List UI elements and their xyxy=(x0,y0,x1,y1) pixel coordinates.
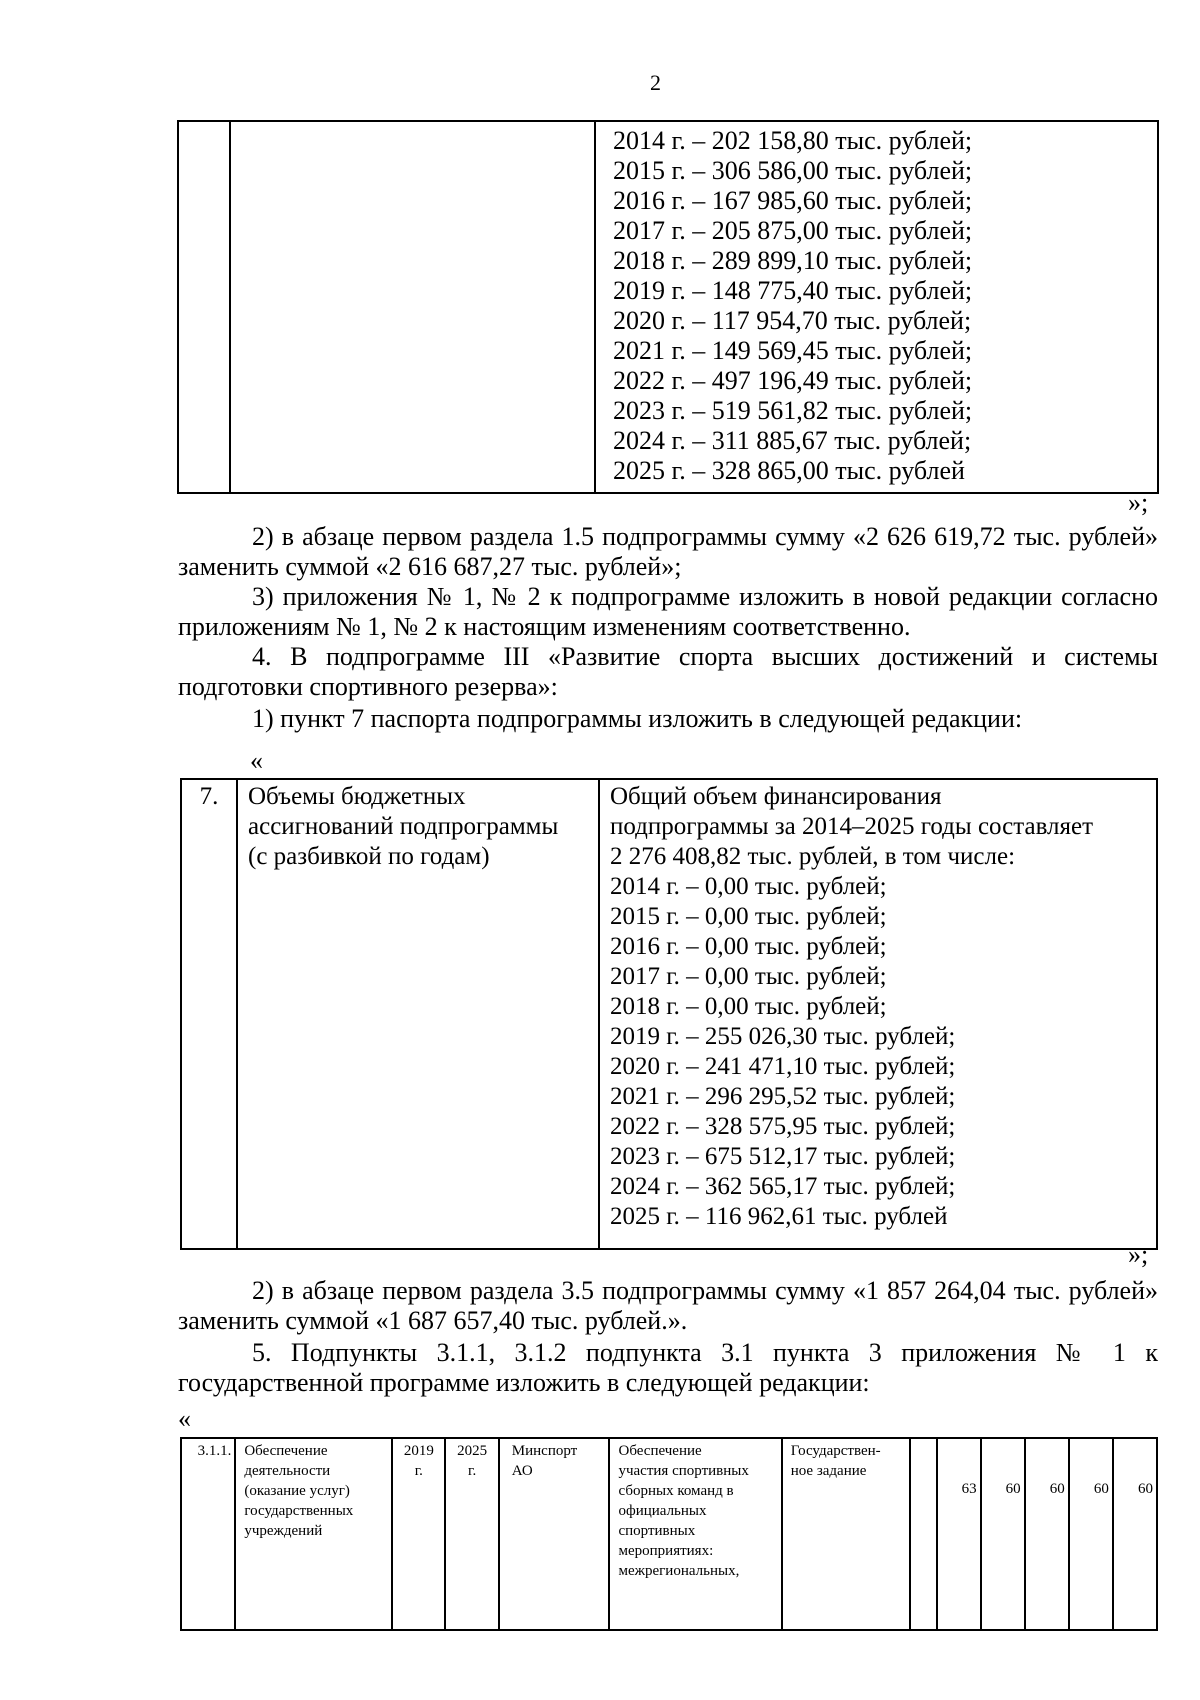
table1-label-cell xyxy=(230,121,595,493)
table3-result-cell xyxy=(609,1438,781,1630)
table3-result-line: межрегиональных, xyxy=(618,1563,740,1579)
table3-result-line: спортивных xyxy=(618,1523,696,1539)
table1-line: 2018 г. – 289 899,10 тыс. рублей; xyxy=(613,246,973,275)
page-number: 2 xyxy=(650,70,661,95)
table2-line: 2021 г. – 296 295,52 тыс. рублей; xyxy=(610,1083,956,1110)
table3-result-line: Обеспечение xyxy=(618,1443,702,1459)
paragraph-3-appendices: 3) приложения № 1, № 2 к подпрограмме изложить в новой редакции согласно приложениям № 1, № 2 к настоящим изменениям соответственно. xyxy=(178,582,1158,641)
table1-line: 2021 г. – 149 569,45 тыс. рублей; xyxy=(613,336,973,365)
table2-line: 2018 г. – 0,00 тыс. рублей; xyxy=(610,993,887,1020)
paragraph-2-section-3-5: 2) в абзаце первом раздела 3.5 подпрограммы сумму «1 857 264,04 тыс. рублей» заменить суммой «1 687 657,40 тыс. рублей.». xyxy=(178,1276,1158,1335)
table3-indicator-line: ное задание xyxy=(790,1463,867,1479)
table2-line: 2024 г. – 362 565,17 тыс. рублей; xyxy=(610,1173,956,1200)
table1-line: 2019 г. – 148 775,40 тыс. рублей; xyxy=(613,276,973,305)
table1-line: 2016 г. – 167 985,60 тыс. рублей; xyxy=(613,186,973,215)
table3-name-cell xyxy=(235,1438,392,1630)
subprogram-iii-budget-table xyxy=(180,778,1158,1250)
table3-start-line: 2019 xyxy=(403,1443,434,1459)
table2-line: 2020 г. – 241 471,10 тыс. рублей; xyxy=(610,1053,956,1080)
table2-line: 2 276 408,82 тыс. рублей, в том числе: xyxy=(610,843,1016,870)
table1-line: 2023 г. – 519 561,82 тыс. рублей; xyxy=(613,396,973,425)
paragraph-2-section-1-5: 2) в абзаце первом раздела 1.5 подпрограммы сумму «2 626 619,72 тыс. рублей» заменить суммой «2 616 687,27 тыс. рублей»; xyxy=(178,522,1158,581)
table2-line: 2022 г. – 328 575,95 тыс. рублей; xyxy=(610,1113,956,1140)
table2-label-line: (с разбивкой по годам) xyxy=(248,843,490,870)
budget-table-continued xyxy=(177,120,1159,494)
table1-closing-quote: »; xyxy=(1128,488,1149,517)
table2-line: 2017 г. – 0,00 тыс. рублей; xyxy=(610,963,887,990)
table3-opening-quote: « xyxy=(178,1404,191,1433)
state-program-appendix-table xyxy=(180,1437,1158,1631)
table3-name-line: учреждений xyxy=(244,1523,323,1539)
table1-line: 2014 г. – 202 158,80 тыс. рублей; xyxy=(613,126,973,155)
table3-result-line: сборных команд в xyxy=(618,1483,734,1499)
table2-label-line: ассигнований подпрограммы xyxy=(248,813,559,840)
table2-line: 2016 г. – 0,00 тыс. рублей; xyxy=(610,933,887,960)
table2-line: подпрограммы за 2014–2025 годы составляет xyxy=(610,813,1094,840)
table1-line: 2015 г. – 306 586,00 тыс. рублей; xyxy=(613,156,973,185)
table3-indicator-line: Государствен- xyxy=(790,1443,881,1459)
table2-line: 2023 г. – 675 512,17 тыс. рублей; xyxy=(610,1143,956,1170)
table2-line: 2015 г. – 0,00 тыс. рублей; xyxy=(610,903,887,930)
paragraph-1-item-7: 1) пункт 7 паспорта подпрограммы изложить в следующей редакции: xyxy=(252,704,1023,733)
table3-value-cell: 60 xyxy=(1025,1438,1069,1630)
table3-result-line: мероприятиях: xyxy=(618,1543,714,1559)
table3-number-cell: 3.1.1. xyxy=(181,1438,235,1630)
table3-end-year-cell xyxy=(445,1438,498,1630)
table1-values-cell xyxy=(595,121,1158,493)
table2-line: 2014 г. – 0,00 тыс. рублей; xyxy=(610,873,887,900)
paragraph-4-subprogram-iii: 4. В подпрограмме III «Развитие спорта высших достижений и системы подготовки спортивного резерва»: xyxy=(178,642,1158,701)
table3-executor-line: АО xyxy=(511,1463,533,1479)
table2-line: 2025 г. – 116 962,61 тыс. рублей xyxy=(610,1203,948,1230)
table2-label-cell xyxy=(237,779,599,1249)
table2-opening-quote: « xyxy=(250,746,263,775)
table1-line: 2024 г. – 311 885,67 тыс. рублей; xyxy=(613,426,972,455)
table2-number-cell: 7. xyxy=(181,779,237,1249)
table3-end-line: г. xyxy=(468,1463,477,1479)
table3-result-line: официальных xyxy=(618,1503,707,1519)
table3-result-line: участия спортивных xyxy=(618,1463,749,1479)
table1-line: 2025 г. – 328 865,00 тыс. рублей xyxy=(613,456,965,485)
table3-name-line: (оказание услуг) xyxy=(244,1483,350,1499)
table3-value-cell: 60 xyxy=(1113,1438,1157,1630)
table1-line: 2017 г. – 205 875,00 тыс. рублей; xyxy=(613,216,973,245)
paragraph-5-subitems: 5. Подпункты 3.1.1, 3.1.2 подпункта 3.1 пункта 3 приложения № 1 к государственной программе изложить в следующей редакции: xyxy=(178,1338,1158,1397)
table3-indicator-cell xyxy=(782,1438,910,1630)
table3-value-cell: 60 xyxy=(1069,1438,1113,1630)
table-row xyxy=(181,1438,1157,1630)
table3-empty-cell xyxy=(910,1438,937,1630)
table3-start-line: г. xyxy=(414,1463,423,1479)
table2-label-line: Объемы бюджетных xyxy=(248,783,466,810)
table3-executor-line: Минспорт xyxy=(511,1443,578,1459)
table2-line: 2019 г. – 255 026,30 тыс. рублей; xyxy=(610,1023,956,1050)
table2-closing-quote: »; xyxy=(1128,1240,1149,1269)
table2-line: Общий объем финансирования xyxy=(610,783,942,810)
table3-value-cell: 60 xyxy=(981,1438,1025,1630)
table3-name-line: Обеспечение xyxy=(244,1443,328,1459)
table3-end-line: 2025 xyxy=(457,1443,488,1459)
table1-number-cell xyxy=(178,121,230,493)
table1-line: 2022 г. – 497 196,49 тыс. рублей; xyxy=(613,366,973,395)
table3-start-year-cell xyxy=(392,1438,445,1630)
table3-name-line: государственных xyxy=(244,1503,354,1519)
table2-values-cell xyxy=(599,779,1157,1249)
table3-value-cell: 63 xyxy=(937,1438,981,1630)
table3-name-line: деятельности xyxy=(244,1463,331,1479)
table3-executor-cell xyxy=(499,1438,610,1630)
table1-line: 2020 г. – 117 954,70 тыс. рублей; xyxy=(613,306,972,335)
